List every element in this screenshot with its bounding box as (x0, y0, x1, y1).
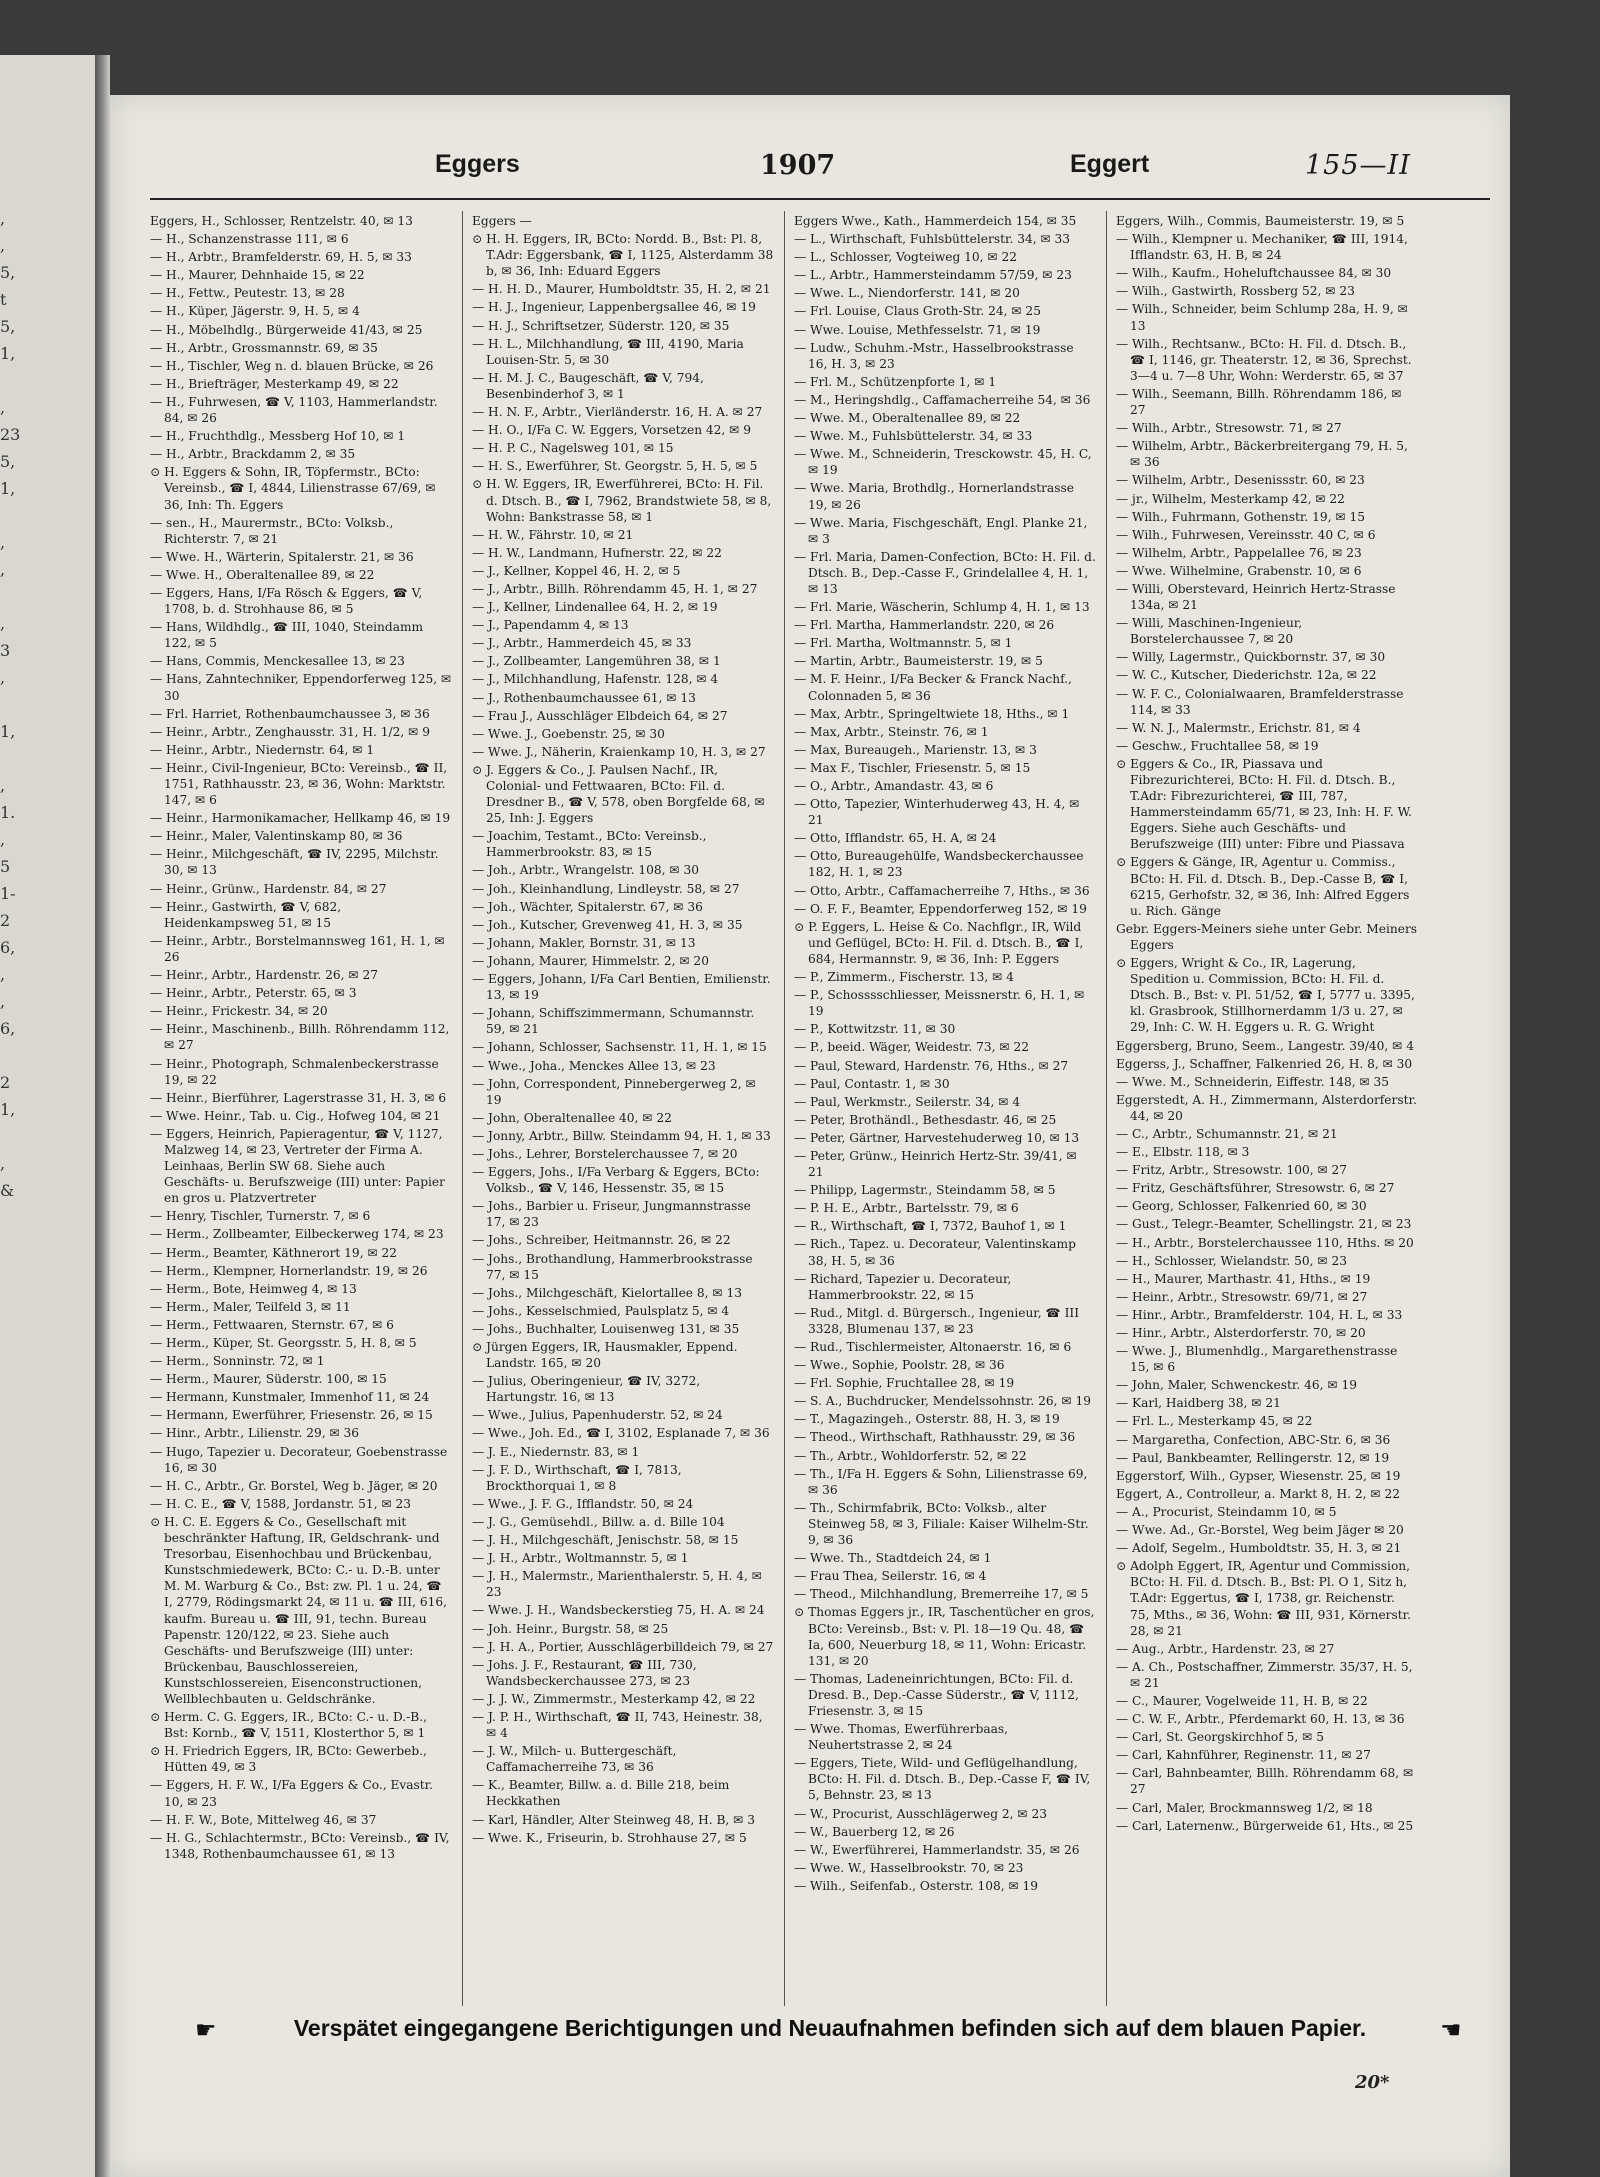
directory-entry: — J. H., Malermstr., Marienthalerstr. 5, H. 4, ✉ 23 (472, 1569, 762, 1600)
directory-entry: — Gust., Telegr.-Beamter, Schellingstr. 21, ✉ 23 (1116, 1217, 1412, 1232)
directory-entry: — Max F., Tischler, Friesenstr. 5, ✉ 15 (794, 760, 1031, 775)
directory-entry: — W. C., Kutscher, Diederichstr. 12a, ✉ 22 (1116, 668, 1377, 683)
directory-entry: — Wwe., J. F. G., Ifflandstr. 50, ✉ 24 (472, 1496, 694, 1511)
column-separator (462, 211, 463, 2006)
directory-entry: — Wwe. J. H., Wandsbeckerstieg 75, H. A. ✉ 24 (472, 1603, 765, 1618)
directory-entry: — H. M. J. C., Baugeschäft, ☎ V, 794, Besenbinderhof 3, ✉ 1 (472, 370, 704, 401)
directory-entry: — Hinr., Arbtr., Bramfelderstr. 104, H. L, ✉ 33 (1116, 1307, 1403, 1322)
directory-entry: — Eggers, Heinrich, Papieragentur, ☎ V, 1127, Malzweg 14, ✉ 23, Vertreter der Firma A. Leinhaas, Berlin SW 68. Siehe auch Geschäfts- u. Berufszweige (III) unter: Papier en gros u. Platzvertreter (150, 1126, 445, 1206)
directory-entry: — John, Oberaltenallee 40, ✉ 22 (472, 1110, 672, 1125)
directory-entry: — Otto, Ifflandstr. 65, H. A, ✉ 24 (794, 831, 997, 846)
directory-entry: — J. H., Milchgeschäft, Jenischstr. 58, ✉ 15 (472, 1533, 739, 1548)
directory-entry: — H. J., Schriftsetzer, Süderstr. 120, ✉ 35 (472, 318, 730, 333)
directory-entry: — H., Arbtr., Bramfelderstr. 69, H. 5, ✉ 33 (150, 250, 412, 265)
directory-entry: — John, Maler, Schwenckestr. 46, ✉ 19 (1116, 1378, 1357, 1393)
directory-entry: — A. Ch., Postschaffner, Zimmerstr. 35/37, H. 5, ✉ 21 (1116, 1659, 1413, 1690)
directory-entry: — Heinr., Arbtr., Niedernstr. 64, ✉ 1 (150, 742, 375, 757)
directory-entry: — Heinr., Civil-Ingenieur, BCto: Vereinsb., ☎ II, 1751, Rathhausstr. 23, ✉ 36, Wohn: Marktstr. 147, ✉ 6 (150, 760, 448, 808)
directory-entry: — Ludw., Schuhm.-Mstr., Hasselbrookstrasse 16, H. 3, ✉ 23 (794, 340, 1074, 371)
directory-entry: — Paul, Steward, Hardenstr. 76, Hths., ✉ 27 (794, 1058, 1069, 1073)
directory-entry: — H. O., I/Fa C. W. Eggers, Vorsetzen 42, ✉ 9 (472, 423, 752, 438)
directory-entry: — H., Schanzenstrasse 111, ✉ 6 (150, 232, 349, 247)
directory-entry: — H. S., Ewerführer, St. Georgstr. 5, H. 5, ✉ 5 (472, 459, 758, 474)
directory-entry: — H., Arbtr., Grossmannstr. 69, ✉ 35 (150, 340, 378, 355)
directory-entry: — Wwe., Sophie, Poolstr. 28, ✉ 36 (794, 1358, 1005, 1373)
directory-entry: — Paul, Bankbeamter, Rellingerstr. 12, ✉ 19 (1116, 1450, 1390, 1465)
directory-entry: — Henry, Tischler, Turnerstr. 7, ✉ 6 (150, 1209, 371, 1224)
directory-entry: — Johs., Schreiber, Heitmannstr. 26, ✉ 22 (472, 1233, 731, 1248)
header-left-keyword: Eggers (435, 150, 520, 178)
directory-entry: — Rud., Mitgl. d. Bürgersch., Ingenieur, ☎ III 3328, Blumenau 137, ✉ 23 (794, 1305, 1080, 1336)
directory-entry: — Frl. Louise, Claus Groth-Str. 24, ✉ 25 (794, 304, 1041, 319)
directory-entry: — H. F. W., Bote, Mittelweg 46, ✉ 37 (150, 1812, 377, 1827)
directory-entry: — Wilh., Klempner u. Mechaniker, ☎ III, 1914, Ifflandstr. 63, H. B, ✉ 24 (1116, 232, 1408, 263)
directory-entry: — Herm., Beamter, Käthnerort 19, ✉ 22 (150, 1245, 398, 1260)
directory-entry: — J. P. H., Wirthschaft, ☎ II, 743, Heinestr. 38, ✉ 4 (472, 1709, 763, 1741)
directory-entry: — Eggers, Johs., I/Fa Verbarg & Eggers, BCto: Volksb., ☎ V, 146, Hessenstr. 35, ✉ 15 (472, 1165, 760, 1196)
directory-entry: — Wwe. Maria, Fischgeschäft, Engl. Planke 21, ✉ 3 (794, 515, 1088, 546)
directory-entry: — Wwe. Th., Stadtdeich 24, ✉ 1 (794, 1551, 992, 1566)
directory-entry: — Georg, Schlosser, Falkenried 60, ✉ 30 (1116, 1199, 1367, 1214)
directory-entry: Eggerstorf, Wilh., Gypser, Wiesenstr. 25, ✉ 19 (1116, 1468, 1401, 1483)
directory-entry: — T., Magazingeh., Osterstr. 88, H. 3, ✉ 19 (794, 1412, 1060, 1427)
directory-entry: — Heinr., Bierführer, Lagerstrasse 31, H. 3, ✉ 6 (150, 1090, 447, 1105)
directory-entry: — L., Arbtr., Hammersteindamm 57/59, ✉ 23 (794, 268, 1072, 283)
directory-entry: — Carl, Bahnbeamter, Billh. Röhrendamm 68, ✉ 27 (1116, 1766, 1414, 1797)
directory-entry: — J. H., Arbtr., Woltmannstr. 5, ✉ 1 (472, 1551, 689, 1566)
directory-entry: — Wilh., Arbtr., Stresowstr. 71, ✉ 27 (1116, 421, 1342, 436)
directory-entry: — H. L., Milchhandlung, ☎ III, 4190, Maria Louisen-Str. 5, ✉ 30 (472, 336, 744, 367)
directory-entry: — jr., Wilhelm, Mesterkamp 42, ✉ 22 (1116, 491, 1345, 506)
directory-entry: — H. C., Arbtr., Gr. Borstel, Weg b. Jäger, ✉ 20 (150, 1478, 438, 1493)
directory-entry: — J., Papendamm 4, ✉ 13 (472, 618, 629, 633)
directory-entry: — Hugo, Tapezier u. Decorateur, Goebenstrasse 16, ✉ 30 (150, 1444, 448, 1475)
directory-entry: — Heinr., Arbtr., Zenghausstr. 31, H. 1/2, ✉ 9 (150, 724, 430, 739)
directory-entry: — Frl. Maria, Damen-Confection, BCto: H. Fil. d. Dtsch. B., Dep.-Casse F., Grindelallee 4, H. 1, ✉ 13 (794, 549, 1096, 596)
directory-entry: — Wwe., Joh. Ed., ☎ I, 3102, Esplanade 7, ✉ 36 (472, 1426, 770, 1441)
directory-entry: — Johs., Barbier u. Friseur, Jungmannstrasse 17, ✉ 23 (472, 1199, 751, 1230)
directory-entry: — H., Fruchthdlg., Messberg Hof 10, ✉ 1 (150, 429, 406, 444)
directory-entry: Eggers Wwe., Kath., Hammerdeich 154, ✉ 35 (794, 214, 1077, 228)
directory-entry: — Wwe. M., Oberaltenallee 89, ✉ 22 (794, 411, 1021, 426)
directory-entry: — Th., I/Fa H. Eggers & Sohn, Lilienstrasse 69, ✉ 36 (794, 1466, 1088, 1497)
directory-entry: — Wwe. M., Fuhlsbüttelerstr. 34, ✉ 33 (794, 429, 1033, 444)
directory-entry: — Frau Thea, Seilerstr. 16, ✉ 4 (794, 1569, 987, 1584)
directory-entry: — H., Briefträger, Mesterkamp 49, ✉ 22 (150, 376, 399, 391)
directory-entry: — Wilh., Seemann, Billh. Röhrendamm 186, ✉ 27 (1116, 386, 1402, 418)
directory-entry: — J., Kellner, Lindenallee 64, H. 2, ✉ 19 (472, 600, 718, 615)
header-rule (150, 198, 1490, 200)
directory-entry: — Eggers, Hans, I/Fa Rösch & Eggers, ☎ V, 1708, b. d. Strohhause 86, ✉ 5 (150, 585, 423, 617)
directory-entry: — H., Arbtr., Borstelerchaussee 110, Hths. ✉ 20 (1116, 1235, 1414, 1250)
directory-entry: — H., Maurer, Dehnhaide 15, ✉ 22 (150, 268, 365, 283)
directory-entry: — Wwe., Julius, Papenhuderstr. 52, ✉ 24 (472, 1408, 723, 1423)
directory-entry: — Johann, Makler, Bornstr. 31, ✉ 13 (472, 935, 696, 950)
directory-entry: — H. P. C., Nagelsweg 101, ✉ 15 (472, 441, 674, 456)
directory-entry: — Peter, Brothändl., Bethesdastr. 46, ✉ 25 (794, 1112, 1057, 1127)
directory-entry: — Wilh., Fuhrmann, Gothenstr. 19, ✉ 15 (1116, 509, 1366, 524)
directory-entry: — Eggers, H. F. W., I/Fa Eggers & Co., Evastr. 10, ✉ 23 (150, 1778, 434, 1809)
directory-entry: — Wwe. Louise, Methfesselstr. 71, ✉ 19 (794, 322, 1041, 337)
directory-entry: — Frau J., Ausschläger Elbdeich 64, ✉ 27 (472, 708, 728, 723)
directory-entry: — Wwe. K., Friseurin, b. Strohhause 27, ✉ 5 (472, 1830, 747, 1845)
directory-entry: — Frl. Harriet, Rothenbaumchaussee 3, ✉ 36 (150, 706, 430, 721)
directory-entry: — J. H. A., Portier, Ausschlägerbilldeich 79, ✉ 27 (472, 1639, 774, 1654)
directory-entry: — E., Elbstr. 118, ✉ 3 (1116, 1145, 1250, 1160)
directory-entry: ⊙ H. C. E. Eggers & Co., Gesellschaft mit beschränkter Haftung, IR, Geldschrank- und Tresorbau, Eisenhochbau und Brückenbau, Kunstschmiedewerk, BCto: C.- u. D.-B. unter M. M. Warburg & Co., Bst: zw. Pl. 1 u. 24, ☎ I, 2779, Rödingsmarkt 24, ✉ 11 u. ☎ III, 616, kaufm. Bureau u. ☎ III, 91, techn. Bureau Papenstr. 120/122, ✉ 23. Siehe auch Geschäfts- und Berufszweige (III) unter: Brückenbau, Bauschlossereien, Kunstschlossereien, Eisenconstructionen, Wellblechbauten u. Geldschränke. (150, 1514, 447, 1706)
directory-entry: — Johs., Brothandlung, Hammerbrookstrasse 77, ✉ 15 (472, 1251, 753, 1282)
directory-entry: — Otto, Arbtr., Caffamacherreihe 7, Hths., ✉ 36 (794, 883, 1090, 898)
directory-entry: — Wilh., Rechtsanw., BCto: H. Fil. d. Dtsch. B., ☎ I, 1146, gr. Theaterstr. 12, ✉ 36, Sprechst. 3—4 u. 7—8 Uhr, Wohn: Werderstr. 65, ✉ 37 (1116, 336, 1412, 383)
directory-entry: — Wwe. Ad., Gr.-Borstel, Weg beim Jäger ✉ 20 (1116, 1523, 1404, 1538)
directory-entry: — Max, Bureaugeh., Marienstr. 13, ✉ 3 (794, 742, 1037, 757)
directory-entry: — Otto, Tapezier, Winterhuderweg 43, H. 4, ✉ 21 (794, 797, 1080, 828)
directory-entry: — O. F. F., Beamter, Eppendorferweg 152, ✉ 19 (794, 901, 1087, 916)
directory-entry: — Hans, Wildhdlg., ☎ III, 1040, Steindamm 122, ✉ 5 (150, 620, 424, 651)
directory-entry: — Wilh., Kaufm., Hoheluftchaussee 84, ✉ 30 (1116, 266, 1392, 281)
directory-entry: — Heinr., Maschinenb., Billh. Röhrendamm 112, ✉ 27 (150, 1022, 450, 1053)
directory-entry: ⊙ H. W. Eggers, IR, Ewerführerei, BCto: H. Fil. d. Dtsch. B., ☎ I, 7962, Brandstwiete 58, ✉ 8, Wohn: Bankstrasse 58, ✉ 1 (472, 477, 772, 524)
directory-entry: — Eggers, Tiete, Wild- und Geflügelhandlung, BCto: H. Fil. d. Dtsch. B., Dep.-Casse F, ☎ IV, 5, Behnstr. 23, ✉ 13 (794, 1756, 1091, 1803)
facing-page-edge (0, 55, 98, 2177)
directory-entry: — Wwe. M., Schneiderin, Eiffestr. 148, ✉ 35 (1116, 1074, 1390, 1089)
directory-entry: — H. J., Ingenieur, Lappenbergsallee 46, ✉ 19 (472, 300, 756, 315)
directory-entry: — Herm., Sonninstr. 72, ✉ 1 (150, 1354, 325, 1369)
directory-entry: — Th., Schirmfabrik, BCto: Volksb., alter Steinweg 58, ✉ 3, Filiale: Kaiser Wilhelm-Str. 9, ✉ 36 (794, 1500, 1089, 1548)
directory-entry: ⊙ Jürgen Eggers, IR, Hausmakler, Eppend. Landstr. 165, ✉ 20 (472, 1340, 738, 1371)
directory-entry: — Joh. Heinr., Burgstr. 58, ✉ 25 (472, 1621, 669, 1636)
directory-entry: — Paul, Werkmstr., Seilerstr. 34, ✉ 4 (794, 1094, 1021, 1109)
directory-entry: — C. W. F., Arbtr., Pferdemarkt 60, H. 13, ✉ 36 (1116, 1712, 1405, 1727)
directory-entry: — Heinr., Harmonikamacher, Hellkamp 46, ✉ 19 (150, 811, 451, 826)
pointing-hand-icon: ☛ (195, 2016, 217, 2044)
directory-entry: ⊙ Herm. C. G. Eggers, IR., BCto: C.- u. D.-B., Bst: Kornb., ☎ V, 1511, Klosterthor 5, ✉ 1 (150, 1710, 428, 1741)
directory-entry: — W., Procurist, Ausschlägerweg 2, ✉ 23 (794, 1806, 1047, 1821)
directory-entry: — H., Maurer, Marthastr. 41, Hths., ✉ 19 (1116, 1271, 1371, 1286)
page-header (110, 150, 1510, 190)
directory-page (110, 95, 1510, 2177)
directory-entry: — P. H. E., Arbtr., Bartelsstr. 79, ✉ 6 (794, 1201, 1019, 1216)
directory-entry: — W. N. J., Malermstr., Erichstr. 81, ✉ 4 (1116, 720, 1361, 735)
directory-entry: — P., Kottwitzstr. 11, ✉ 30 (794, 1022, 956, 1037)
directory-entry: — P., Zimmerm., Fischerstr. 13, ✉ 4 (794, 970, 1014, 985)
directory-entry: — Heinr., Arbtr., Peterstr. 65, ✉ 3 (150, 986, 357, 1001)
column-3 (794, 213, 1096, 2003)
directory-entry: — Peter, Grünw., Heinrich Hertz-Str. 39/41, ✉ 21 (794, 1148, 1077, 1180)
directory-entry: — Hermann, Kunstmaler, Immenhof 11, ✉ 24 (150, 1390, 430, 1405)
directory-entry: ⊙ H. H. Eggers, IR, BCto: Nordd. B., Bst: Pl. 8, T.Adr: Eggersbank, ☎ I, 1125, Alsterdamm 38 b, ✉ 36, Inh: Eduard Eggers (472, 232, 774, 279)
directory-entry: — Wwe. L., Niendorferstr. 141, ✉ 20 (794, 286, 1020, 301)
directory-entry: — Heinr., Grünw., Hardenstr. 84, ✉ 27 (150, 881, 387, 896)
directory-entry: — Frl. Sophie, Fruchtallee 28, ✉ 19 (794, 1376, 1015, 1391)
directory-entry: — Herm., Zollbeamter, Eilbeckerweg 174, ✉ 23 (150, 1227, 444, 1242)
directory-entry: — John, Correspondent, Pinnebergerweg 2, ✉ 19 (472, 1076, 756, 1107)
directory-entry: — J., Milchhandlung, Hafenstr. 128, ✉ 4 (472, 672, 719, 687)
directory-entry: — Wwe. Wilhelmine, Grabenstr. 10, ✉ 6 (1116, 563, 1362, 578)
directory-entry: — Herm., Fettwaaren, Sternstr. 67, ✉ 6 (150, 1317, 394, 1332)
directory-entry: — Wilh., Gastwirth, Rossberg 52, ✉ 23 (1116, 284, 1355, 299)
directory-entry: — Hermann, Ewerführer, Friesenstr. 26, ✉ 15 (150, 1408, 433, 1423)
column-1 (150, 213, 452, 2003)
directory-entry: — J. E., Niedernstr. 83, ✉ 1 (472, 1444, 640, 1459)
directory-entry: — Heinr., Arbtr., Borstelmannsweg 161, H. 1, ✉ 26 (150, 933, 445, 964)
directory-entry: ⊙ Eggers & Co., IR, Piassava und Fibrezurichterei, BCto: H. Fil. d. Dtsch. B., T.Adr: Fibrezurichterei, ☎ III, 787, Hammersteindamm 65/71, ✉ 23, Inh: H. F. W. Eggers. Siehe auch Geschäfts- und Berufszweige (III) unter: Fibre und Piassava (1116, 756, 1412, 852)
directory-entry: — Wwe. M., Schneiderin, Tresckowstr. 45, H. C, ✉ 19 (794, 447, 1092, 478)
directory-entry: — A., Procurist, Steindamm 10, ✉ 5 (1116, 1504, 1337, 1519)
directory-entry: — sen., H., Maurermstr., BCto: Volksb., Richterstr. 7, ✉ 21 (150, 515, 394, 546)
directory-entry: — H., Fuhrwesen, ☎ V, 1103, Hammerlandstr. 84, ✉ 26 (150, 394, 438, 426)
directory-entry: — Frl. M., Schützenpforte 1, ✉ 1 (794, 374, 997, 389)
directory-entry: — Theod., Wirthschaft, Rathhausstr. 29, ✉ 36 (794, 1430, 1076, 1445)
directory-entry: — H. N. F., Arbtr., Vierländerstr. 16, H. A. ✉ 27 (472, 405, 763, 420)
directory-entry: — Willi, Oberstevard, Heinrich Hertz-Strasse 134a, ✉ 21 (1116, 581, 1396, 613)
directory-entry: — Johs., Buchhalter, Louisenweg 131, ✉ 35 (472, 1321, 740, 1336)
directory-entry: — Heinr., Arbtr., Stresowstr. 69/71, ✉ 27 (1116, 1289, 1368, 1304)
directory-entry: — Wilh., Seifenfab., Osterstr. 108, ✉ 19 (794, 1878, 1039, 1893)
directory-entry: — Paul, Contastr. 1, ✉ 30 (794, 1076, 950, 1091)
directory-entry: — Hans, Commis, Menckesallee 13, ✉ 23 (150, 654, 405, 669)
directory-entry: — H., Fettw., Peutestr. 13, ✉ 28 (150, 286, 345, 301)
directory-entry: — Wwe. Heinr., Tab. u. Cig., Hofweg 104, ✉ 21 (150, 1108, 441, 1123)
directory-entry: — P., Schosssschliesser, Meissnerstr. 6, H. 1, ✉ 19 (794, 988, 1085, 1019)
directory-entry: — Heinr., Maler, Valentinskamp 80, ✉ 36 (150, 829, 403, 844)
directory-entry: — Fritz, Geschäftsführer, Stresowstr. 6, ✉ 27 (1116, 1181, 1395, 1196)
sheet-signature: 20* (1355, 2072, 1390, 2093)
directory-entry: — Heinr., Milchgeschäft, ☎ IV, 2295, Milchstr. 30, ✉ 13 (150, 847, 439, 878)
directory-entry: — H. W., Fährstr. 10, ✉ 21 (472, 527, 634, 542)
directory-entry: — Herm., Klempner, Hornerlandstr. 19, ✉ 26 (150, 1263, 428, 1278)
directory-entry: — Hinr., Arbtr., Lilienstr. 29, ✉ 36 (150, 1426, 360, 1441)
directory-entry: — L., Schlosser, Vogteiweg 10, ✉ 22 (794, 250, 1017, 265)
directory-entry: Eggers, Wilh., Commis, Baumeisterstr. 19, ✉ 5 (1116, 214, 1405, 228)
directory-entry: — Margaretha, Confection, ABC-Str. 6, ✉ 36 (1116, 1432, 1391, 1447)
directory-entry: — Johs., Milchgeschäft, Kielortallee 8, ✉ 13 (472, 1285, 742, 1300)
directory-entry: — W., Bauerberg 12, ✉ 26 (794, 1824, 955, 1839)
directory-entry: — Frl. L., Mesterkamp 45, ✉ 22 (1116, 1414, 1313, 1429)
directory-entry: — W., Ewerführerei, Hammerlandstr. 35, ✉ 26 (794, 1842, 1080, 1857)
directory-entry: — Adolf, Segelm., Humboldtstr. 35, H. 3, ✉ 21 (1116, 1541, 1402, 1556)
directory-entry: — M. F. Heinr., I/Fa Becker & Franck Nachf., Colonnaden 5, ✉ 36 (794, 672, 1072, 703)
directory-entry: — Willy, Lagermstr., Quickbornstr. 37, ✉ 30 (1116, 650, 1386, 665)
directory-entry: — Aug., Arbtr., Hardenstr. 23, ✉ 27 (1116, 1641, 1335, 1656)
column-4 (1116, 213, 1418, 2003)
directory-entry: — Joh., Kleinhandlung, Lindleystr. 58, ✉ 27 (472, 881, 740, 896)
directory-entry: — Wilhelm, Arbtr., Pappelallee 76, ✉ 23 (1116, 545, 1362, 560)
footer-notice: Verspätet eingegangene Berichtigungen und Neuaufnahmen befinden sich auf dem blauen Papier. (293, 2015, 1367, 2041)
directory-entry: — C., Maurer, Vogelweide 11, H. B, ✉ 22 (1116, 1693, 1368, 1708)
page-number: 155—II (1305, 150, 1411, 181)
directory-entry: — H., Schlosser, Wielandstr. 50, ✉ 23 (1116, 1253, 1348, 1268)
directory-entry: — H., Arbtr., Brackdamm 2, ✉ 35 (150, 447, 356, 462)
directory-entry: — J. J. W., Zimmermstr., Mesterkamp 42, ✉ 22 (472, 1691, 756, 1706)
directory-entry: — Karl, Händler, Alter Steinweg 48, H. B, ✉ 3 (472, 1812, 756, 1827)
directory-entry: — J., Zollbeamter, Langemühren 38, ✉ 1 (472, 654, 721, 669)
directory-entry: — K., Beamter, Billw. a. d. Bille 218, beim Heckkathen (472, 1778, 730, 1809)
column-separator (1106, 211, 1107, 2006)
column-separator (784, 211, 785, 2006)
directory-entry: — J., Arbtr., Hammerdeich 45, ✉ 33 (472, 636, 692, 651)
directory-entry: — C., Arbtr., Schumannstr. 21, ✉ 21 (1116, 1126, 1338, 1141)
directory-entry: — Johann, Maurer, Himmelstr. 2, ✉ 20 (472, 953, 709, 968)
directory-entry: ⊙ Thomas Eggers jr., IR, Taschentücher en gros, BCto: Vereinsb., Bst: v. Pl. 18—19 Qu. 48, ☎ Ia, 600, Neuerburg 18, ✉ 11, Wohn: Ericastr. 131, ✉ 20 (794, 1605, 1095, 1668)
directory-entry: — Joh., Wächter, Spitalerstr. 67, ✉ 36 (472, 899, 703, 914)
directory-entry: Eggerss, J., Schaffner, Falkenried 26, H. 8, ✉ 30 (1116, 1056, 1413, 1071)
directory-entry: — Wwe. J., Blumenhdlg., Margarethenstrasse 15, ✉ 6 (1116, 1344, 1398, 1375)
directory-entry: — Johann, Schiffszimmermann, Schumannstr. 59, ✉ 21 (472, 1006, 755, 1037)
directory-entry: — Herm., Maurer, Süderstr. 100, ✉ 15 (150, 1372, 387, 1387)
directory-entry: — H. W., Landmann, Hufnerstr. 22, ✉ 22 (472, 545, 722, 560)
directory-entry: — W. F. C., Colonialwaaren, Bramfelderstrasse 114, ✉ 33 (1116, 686, 1404, 717)
directory-entry: — J. G., Gemüsehdl., Billw. a. d. Bille 104 (472, 1514, 725, 1529)
directory-entry: — Eggers, Johann, I/Fa Carl Bentien, Emilienstr. 13, ✉ 19 (472, 972, 771, 1003)
directory-entry: — R., Wirthschaft, ☎ I, 7372, Bauhof 1, ✉ 1 (794, 1219, 1067, 1234)
directory-entry: — Johann, Schlosser, Sachsenstr. 11, H. 1, ✉ 15 (472, 1040, 767, 1055)
directory-entry: — Johs., Kesselschmied, Paulsplatz 5, ✉ 4 (472, 1303, 730, 1318)
directory-entry: — Carl, Maler, Brockmannsweg 1/2, ✉ 18 (1116, 1800, 1373, 1815)
directory-entry: — Joh., Arbtr., Wrangelstr. 108, ✉ 30 (472, 863, 700, 878)
directory-entry: — M., Heringshdlg., Caffamacherreihe 54, ✉ 36 (794, 392, 1091, 407)
directory-entry: Eggerstedt, A. H., Zimmermann, Alsterdorferstr. 44, ✉ 20 (1116, 1092, 1417, 1123)
directory-entry: — Wilhelm, Arbtr., Bäckerbreitergang 79, H. 5, ✉ 36 (1116, 439, 1408, 470)
directory-entry: ⊙ H. Eggers & Sohn, IR, Töpfermstr., BCto: Vereinsb., ☎ I, 4844, Lilienstrasse 67/69, ✉ 36, Inh: Th. Eggers (150, 465, 436, 512)
directory-entry: — J., Rothenbaumchaussee 61, ✉ 13 (472, 690, 696, 705)
header-year: 1907 (760, 150, 836, 181)
directory-entry: — Wwe. Maria, Brothdlg., Hornerlandstrasse 19, ✉ 26 (794, 481, 1074, 512)
directory-entry: — Heinr., Arbtr., Hardenstr. 26, ✉ 27 (150, 968, 379, 983)
directory-entry: — Otto, Bureaugehülfe, Wandsbeckerchaussee 182, H. 1, ✉ 23 (794, 849, 1084, 880)
directory-entry: — Thomas, Ladeneinrichtungen, BCto: Fil. d. Dresd. B., Dep.-Casse Süderstr., ☎ V, 1112, Friesenstr. 3, ✉ 15 (794, 1671, 1079, 1718)
directory-entry: Eggersberg, Bruno, Seem., Langestr. 39/40, ✉ 4 (1116, 1038, 1415, 1053)
directory-entry: — Hinr., Arbtr., Alsterdorferstr. 70, ✉ 20 (1116, 1326, 1366, 1340)
directory-entry: — Wwe. H., Oberaltenallee 89, ✉ 22 (150, 567, 375, 582)
directory-entry: Eggert, A., Controlleur, a. Markt 8, H. 2, ✉ 22 (1116, 1486, 1400, 1501)
directory-entry: — Herm., Bote, Heimweg 4, ✉ 13 (150, 1281, 357, 1296)
directory-entry: — Heinr., Gastwirth, ☎ V, 682, Heidenkampsweg 51, ✉ 15 (150, 899, 342, 930)
directory-entry: — J. F. D., Wirthschaft, ☎ I, 7813, Brockthorquai 1, ✉ 8 (472, 1462, 682, 1493)
directory-entry: — Theod., Milchhandlung, Bremerreihe 17, ✉ 5 (794, 1587, 1089, 1602)
directory-entry: — P., beeid. Wäger, Weidestr. 73, ✉ 22 (794, 1040, 1029, 1055)
directory-entry: — H., Küper, Jägerstr. 9, H. 5, ✉ 4 (150, 304, 360, 319)
directory-entry: — H. H. D., Maurer, Humboldtstr. 35, H. 2, ✉ 21 (472, 282, 771, 297)
directory-entry: — H. C. E., ☎ V, 1588, Jordanstr. 51, ✉ 23 (150, 1496, 412, 1511)
directory-entry: — Johs., Lehrer, Borstelerchaussee 7, ✉ 20 (472, 1146, 738, 1161)
directory-entry: — Wwe. J., Goebenstr. 25, ✉ 30 (472, 726, 665, 741)
directory-entry: — S. A., Buchdrucker, Mendelssohnstr. 26, ✉ 19 (794, 1394, 1091, 1409)
directory-entry: — Hans, Zahntechniker, Eppendorferweg 125, ✉ 30 (150, 672, 452, 703)
pointing-hand-icon: ☚ (1440, 2016, 1462, 2044)
directory-entry: — Heinr., Frickestr. 34, ✉ 20 (150, 1004, 328, 1019)
directory-entry: — J., Kellner, Koppel 46, H. 2, ✉ 5 (472, 563, 681, 578)
directory-entry: Gebr. Eggers-Meiners siehe unter Gebr. Meiners Eggers (1116, 921, 1418, 952)
directory-entry: — Joachim, Testamt., BCto: Vereinsb., Hammerbrookstr. 83, ✉ 15 (472, 829, 707, 860)
column-2 (472, 213, 774, 2003)
directory-entry: — Wilhelm, Arbtr., Desenissstr. 60, ✉ 23 (1116, 473, 1365, 488)
directory-entry: — Frl. Martha, Woltmannstr. 5, ✉ 1 (794, 636, 1013, 651)
directory-entry: Eggers, H., Schlosser, Rentzelstr. 40, ✉ 13 (150, 214, 413, 228)
directory-entry: — Willi, Maschinen-Ingenieur, Borstelerchaussee 7, ✉ 20 (1116, 616, 1303, 647)
directory-entry: — H. G., Schlachtermstr., BCto: Vereinsb., ☎ IV, 1348, Rothenbaumchaussee 61, ✉ 13 (150, 1830, 450, 1861)
directory-entry: — Max, Arbtr., Steinstr. 76, ✉ 1 (794, 724, 989, 739)
directory-entry: — Wilh., Schneider, beim Schlump 28a, H. 9, ✉ 13 (1116, 302, 1408, 333)
directory-entry: — L., Wirthschaft, Fuhlsbüttelerstr. 34, ✉ 33 (794, 232, 1071, 247)
directory-entry: ⊙ J. Eggers & Co., J. Paulsen Nachf., IR, Colonial- und Fettwaaren, BCto: Fil. d. Dresdner B., ☎ V, 578, oben Borgfelde 68, ✉ 25, Inh: J. Eggers (472, 762, 765, 826)
directory-entry: — Carl, St. Georgskirchhof 5, ✉ 5 (1116, 1730, 1324, 1745)
directory-entry: — Karl, Haidberg 38, ✉ 21 (1116, 1396, 1281, 1411)
directory-entry: — Jonny, Arbtr., Billw. Steindamm 94, H. 1, ✉ 33 (472, 1128, 771, 1143)
directory-entry: — Wwe. J., Näherin, Kraienkamp 10, H. 3, ✉ 27 (472, 744, 766, 759)
directory-entry: — J. W., Milch- u. Buttergeschäft, Caffamacherreihe 73, ✉ 36 (472, 1744, 677, 1775)
directory-entry: — Joh., Kutscher, Grevenweg 41, H. 3, ✉ 35 (472, 917, 743, 932)
directory-entry: — Rud., Tischlermeister, Altonaerstr. 16, ✉ 6 (794, 1340, 1072, 1354)
header-right-keyword: Eggert (1070, 150, 1150, 178)
directory-entry: ⊙ H. Friedrich Eggers, IR, BCto: Gewerbeb., Hütten 49, ✉ 3 (150, 1744, 427, 1775)
directory-entry: ⊙ P. Eggers, L. Heise & Co. Nachflgr., IR, Wild und Geflügel, BCto: H. Fil. d. Dtsch. B., ☎ I, 684, Hermannstr. 9, ✉ 36, Inh: P. Eggers (794, 919, 1084, 966)
directory-entry: Eggers — (472, 214, 532, 228)
directory-entry: ⊙ Eggers, Wright & Co., IR, Lagerung, Spedition u. Commission, BCto: H. Fil. d. Dtsch. B., Bst: v. Pl. 51/52, ☎ I, 5777 u. 3395, kl. Grasbrook, Stillhornerdamm 1/3 u. 27, ✉ 29, Inh: C. W. H. Eggers u. R. G. Wright (1116, 956, 1415, 1035)
directory-entry: — Herm., Maler, Teilfeld 3, ✉ 11 (150, 1299, 351, 1314)
facing-page-text-fragments: , , 5, t 5, 1, , 23 5, 1, , , , 3 , 1, , 1. , 5 1- 2 6, , , 6, 2 1, , & (0, 209, 21, 1200)
directory-entry: — Wwe. H., Wärterin, Spitalerstr. 21, ✉ 36 (150, 549, 414, 564)
directory-entry: — Wwe. Thomas, Ewerführerbaas, Neuhertstrasse 2, ✉ 24 (794, 1722, 1009, 1753)
directory-entry: — H., Tischler, Weg n. d. blauen Brücke, ✉ 26 (150, 358, 434, 373)
directory-entry: ⊙ Adolph Eggert, IR, Agentur und Commission, BCto: H. Fil. d. Dtsch. B., Bst: Pl. O 1, Sitz h, T.Adr: Eggertus, ☎ I, 1738, gr. Reichenstr. 75, Mths., ✉ 36, Wohn: ☎ III, 931, Körnerstr. 28, ✉ 21 (1116, 1559, 1412, 1638)
directory-entry: — Peter, Gärtner, Harvestehuderweg 10, ✉ 13 (794, 1130, 1080, 1145)
directory-entry: — Th., Arbtr., Wohldorferstr. 52, ✉ 22 (794, 1448, 1027, 1463)
directory-entry: — O., Arbtr., Amandastr. 43, ✉ 6 (794, 779, 994, 793)
directory-entry: — Max, Arbtr., Springeltwiete 18, Hths., ✉ 1 (794, 706, 1070, 721)
directory-entry: — Philipp, Lagermstr., Steindamm 58, ✉ 5 (794, 1183, 1056, 1198)
directory-entry: — Rich., Tapez. u. Decorateur, Valentinskamp 38, H. 5, ✉ 36 (794, 1237, 1076, 1268)
directory-entry: ⊙ Eggers & Gänge, IR, Agentur u. Commiss., BCto: H. Fil. d. Dtsch. B., Dep.-Casse B, ☎ I, 6215, Gerhofstr. 32, ✉ 36, Inh: Alfred Eggers u. Rich. Gänge (1116, 855, 1410, 918)
directory-entry: — Geschw., Fruchtallee 58, ✉ 19 (1116, 738, 1319, 753)
book-gutter (95, 55, 110, 2177)
directory-entry: — Carl, Laternenw., Bürgerweide 61, Hts., ✉ 25 (1116, 1818, 1414, 1833)
directory-entry: — Johs. J. F., Restaurant, ☎ III, 730, Wandsbeckerchaussee 273, ✉ 23 (472, 1657, 697, 1688)
directory-entry: — Frl. Marie, Wäscherin, Schlump 4, H. 1, ✉ 13 (794, 600, 1090, 615)
directory-entry: — Fritz, Arbtr., Stresowstr. 100, ✉ 27 (1116, 1163, 1348, 1178)
directory-entry: — Wilh., Fuhrwesen, Vereinsstr. 40 C, ✉ 6 (1116, 527, 1376, 542)
directory-entry: — J., Arbtr., Billh. Röhrendamm 45, H. 1, ✉ 27 (472, 581, 758, 596)
directory-entry: — Carl, Kahnführer, Reginenstr. 11, ✉ 27 (1116, 1748, 1371, 1763)
directory-entry: — Wwe., Joha., Menckes Allee 13, ✉ 23 (472, 1058, 716, 1073)
directory-entry: — Julius, Oberingenieur, ☎ IV, 3272, Hartungstr. 16, ✉ 13 (472, 1374, 701, 1405)
directory-entry: — H., Möbelhdlg., Bürgerweide 41/43, ✉ 25 (150, 322, 423, 337)
directory-entry: — Wwe. W., Hasselbrookstr. 70, ✉ 23 (794, 1860, 1024, 1875)
directory-entry: — Heinr., Photograph, Schmalenbeckerstrasse 19, ✉ 22 (150, 1056, 439, 1087)
directory-entry: — Martin, Arbtr., Baumeisterstr. 19, ✉ 5 (794, 654, 1043, 669)
directory-entry: — Frl. Martha, Hammerlandstr. 220, ✉ 26 (794, 618, 1055, 633)
directory-entry: — Herm., Küper, St. Georgsstr. 5, H. 8, ✉ 5 (150, 1336, 417, 1350)
directory-entry: — Richard, Tapezier u. Decorateur, Hammerbrookstr. 22, ✉ 15 (794, 1271, 1012, 1302)
